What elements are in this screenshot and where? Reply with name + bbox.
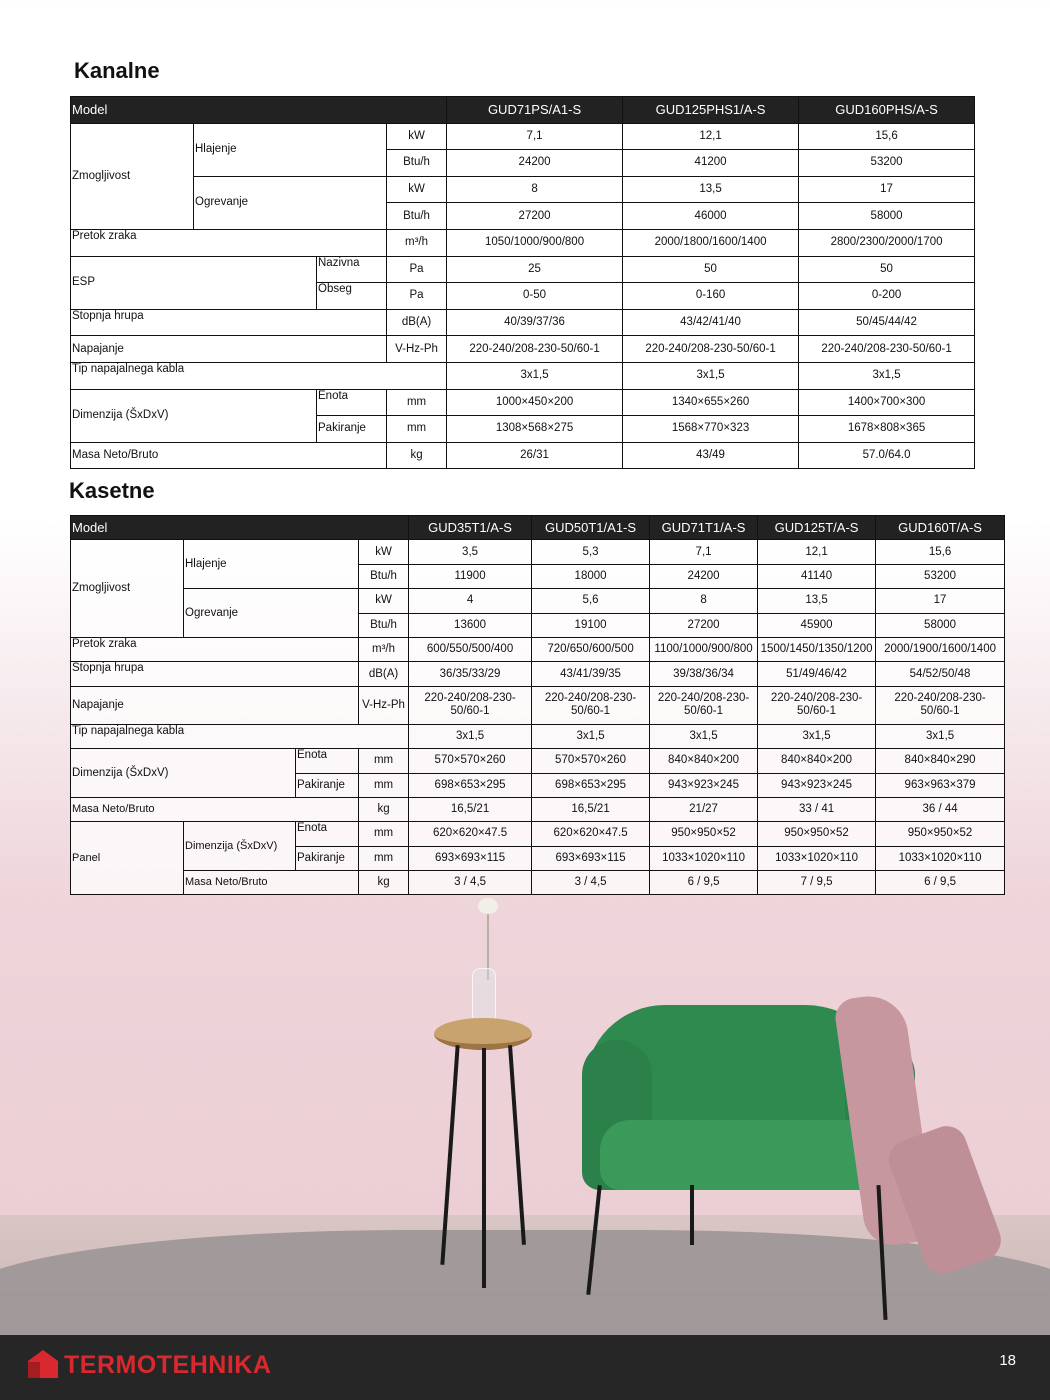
value-cell: 27200 xyxy=(650,613,758,637)
value-cell: 1033×1020×110 xyxy=(650,846,758,870)
value-cell: 19100 xyxy=(532,613,650,637)
value-cell: 1400×700×300 xyxy=(799,389,975,416)
sub-label: Enota xyxy=(296,822,359,846)
table-row xyxy=(71,123,975,150)
table-row xyxy=(71,686,1005,724)
row-label-power: Napajanje xyxy=(71,336,387,363)
row-label-mass: Masa Neto/Bruto xyxy=(71,442,387,469)
value-cell: 6 / 9,5 xyxy=(650,871,758,895)
value-cell: 50 xyxy=(799,256,975,283)
value-cell: 1678×808×365 xyxy=(799,416,975,443)
row-label-airflow: Pretok zraka xyxy=(71,637,359,661)
value-cell: 1050/1000/900/800 xyxy=(447,229,623,256)
table-header-row xyxy=(71,97,975,124)
sub-label: Pakiranje xyxy=(317,416,387,443)
unit-cell: m³/h xyxy=(359,637,409,661)
model-label: Model xyxy=(71,516,409,540)
value-cell: 0-50 xyxy=(447,283,623,310)
glass-vase xyxy=(472,968,496,1024)
house-logo-icon xyxy=(28,1350,58,1378)
row-label-capacity: Zmogljivost xyxy=(71,123,194,229)
value-cell: 40/39/37/36 xyxy=(447,309,623,336)
value-cell: 620×620×47.5 xyxy=(532,822,650,846)
row-label-noise: Stopnja hrupa xyxy=(71,309,387,336)
value-cell: 2000/1800/1600/1400 xyxy=(623,229,799,256)
table-row xyxy=(71,797,1005,821)
row-label-panel-dimensions: Dimenzija (ŠxDxV) xyxy=(184,822,296,871)
model-name: GUD125PHS1/A-S xyxy=(623,97,799,124)
value-cell: 1033×1020×110 xyxy=(758,846,876,870)
value-cell: 27200 xyxy=(447,203,623,230)
value-cell: 950×950×52 xyxy=(758,822,876,846)
page-number: 18 xyxy=(999,1352,1016,1369)
value-cell: 840×840×290 xyxy=(876,749,1005,773)
table-row xyxy=(71,336,975,363)
value-cell: 220-240/208-230-50/60-1 xyxy=(409,686,532,724)
unit-cell: kg xyxy=(359,797,409,821)
table-row xyxy=(71,871,1005,895)
value-cell: 1568×770×323 xyxy=(623,416,799,443)
table-row xyxy=(71,256,975,283)
flower xyxy=(478,898,498,914)
value-cell: 840×840×200 xyxy=(758,749,876,773)
value-cell: 50 xyxy=(623,256,799,283)
value-cell: 53200 xyxy=(799,150,975,177)
row-label-panel: Panel xyxy=(71,822,184,895)
value-cell: 693×693×115 xyxy=(532,846,650,870)
sub-label: Enota xyxy=(317,389,387,416)
model-label: Model xyxy=(71,97,447,124)
value-cell: 620×620×47.5 xyxy=(409,822,532,846)
unit-cell: mm xyxy=(359,749,409,773)
value-cell: 36/35/33/29 xyxy=(409,662,532,686)
row-label-airflow: Pretok zraka xyxy=(71,229,387,256)
model-name: GUD35T1/A-S xyxy=(409,516,532,540)
section-title-kasetne: Kasetne xyxy=(69,478,155,503)
value-cell: 24200 xyxy=(650,564,758,588)
value-cell: 8 xyxy=(447,176,623,203)
value-cell: 1340×655×260 xyxy=(623,389,799,416)
value-cell: 36 / 44 xyxy=(876,797,1005,821)
unit-cell: mm xyxy=(359,846,409,870)
model-name: GUD160T/A-S xyxy=(876,516,1005,540)
value-cell: 13600 xyxy=(409,613,532,637)
unit-cell: dB(A) xyxy=(387,309,447,336)
spec-table-kanalne xyxy=(70,96,975,469)
unit-cell: kW xyxy=(359,589,409,613)
row-label-panel-mass: Masa Neto/Bruto xyxy=(184,871,359,895)
value-cell: 570×570×260 xyxy=(532,749,650,773)
value-cell: 2800/2300/2000/1700 xyxy=(799,229,975,256)
value-cell: 43/49 xyxy=(623,442,799,469)
value-cell: 2000/1900/1600/1400 xyxy=(876,637,1005,661)
value-cell: 18000 xyxy=(532,564,650,588)
table-row xyxy=(71,662,1005,686)
row-label-heating: Ogrevanje xyxy=(194,176,387,229)
value-cell: 1500/1450/1350/1200 xyxy=(758,637,876,661)
sub-label: Nazivna xyxy=(317,256,387,283)
value-cell: 51/49/46/42 xyxy=(758,662,876,686)
unit-cell: mm xyxy=(359,822,409,846)
value-cell: 698×653×295 xyxy=(409,773,532,797)
value-cell: 0-160 xyxy=(623,283,799,310)
unit-cell: mm xyxy=(359,773,409,797)
table-row xyxy=(71,589,1005,613)
value-cell: 43/41/39/35 xyxy=(532,662,650,686)
value-cell: 33 / 41 xyxy=(758,797,876,821)
spec-table-kasetne xyxy=(70,515,1005,895)
model-name: GUD50T1/A1-S xyxy=(532,516,650,540)
table-row xyxy=(71,724,1005,748)
value-cell: 693×693×115 xyxy=(409,846,532,870)
row-label-mass: Masa Neto/Bruto xyxy=(71,797,359,821)
sub-label: Pakiranje xyxy=(296,773,359,797)
unit-cell: kW xyxy=(387,176,447,203)
value-cell: 6 / 9,5 xyxy=(876,871,1005,895)
unit-cell: Btu/h xyxy=(359,613,409,637)
unit-cell: Pa xyxy=(387,283,447,310)
value-cell: 3x1,5 xyxy=(758,724,876,748)
value-cell: 58000 xyxy=(876,613,1005,637)
table-row xyxy=(71,229,975,256)
value-cell: 17 xyxy=(876,589,1005,613)
model-name: GUD71T1/A-S xyxy=(650,516,758,540)
table-row xyxy=(71,309,975,336)
table-row xyxy=(71,637,1005,661)
value-cell: 950×950×52 xyxy=(650,822,758,846)
value-cell: 3,5 xyxy=(409,540,532,564)
unit-cell: kg xyxy=(359,871,409,895)
value-cell: 1033×1020×110 xyxy=(876,846,1005,870)
table-row xyxy=(71,362,975,389)
value-cell: 1000×450×200 xyxy=(447,389,623,416)
value-cell: 57.0/64.0 xyxy=(799,442,975,469)
table-row xyxy=(71,749,1005,773)
unit-cell: kW xyxy=(359,540,409,564)
row-label-power: Napajanje xyxy=(71,686,359,724)
value-cell: 220-240/208-230-50/60-1 xyxy=(447,336,623,363)
value-cell: 16,5/21 xyxy=(409,797,532,821)
unit-cell: m³/h xyxy=(387,229,447,256)
unit-cell: Btu/h xyxy=(359,564,409,588)
table-row xyxy=(71,442,975,469)
unit-cell: V-Hz-Ph xyxy=(387,336,447,363)
side-table-leg xyxy=(482,1048,486,1288)
value-cell: 46000 xyxy=(623,203,799,230)
brand-logo-text: TERMOTEHNIKA xyxy=(64,1351,272,1379)
value-cell: 3x1,5 xyxy=(799,362,975,389)
value-cell: 1308×568×275 xyxy=(447,416,623,443)
row-label-noise: Stopnja hrupa xyxy=(71,662,359,686)
value-cell: 43/42/41/40 xyxy=(623,309,799,336)
value-cell: 15,6 xyxy=(799,123,975,150)
section-title-kanalne: Kanalne xyxy=(74,58,160,83)
value-cell: 570×570×260 xyxy=(409,749,532,773)
rug xyxy=(0,1230,1050,1340)
value-cell: 3x1,5 xyxy=(447,362,623,389)
value-cell: 15,6 xyxy=(876,540,1005,564)
unit-cell: kW xyxy=(387,123,447,150)
value-cell: 3x1,5 xyxy=(623,362,799,389)
row-label-cable: Tip napajalnega kabla xyxy=(71,724,409,748)
sub-label: Obseg xyxy=(317,283,387,310)
value-cell: 12,1 xyxy=(623,123,799,150)
value-cell: 50/45/44/42 xyxy=(799,309,975,336)
value-cell: 7,1 xyxy=(650,540,758,564)
value-cell: 3x1,5 xyxy=(876,724,1005,748)
value-cell: 220-240/208-230-50/60-1 xyxy=(799,336,975,363)
value-cell: 54/52/50/48 xyxy=(876,662,1005,686)
value-cell: 17 xyxy=(799,176,975,203)
row-label-cable: Tip napajalnega kabla xyxy=(71,362,447,389)
sub-label: Pakiranje xyxy=(296,846,359,870)
value-cell: 41200 xyxy=(623,150,799,177)
value-cell: 58000 xyxy=(799,203,975,230)
table-row xyxy=(71,389,975,416)
value-cell: 840×840×200 xyxy=(650,749,758,773)
value-cell: 13,5 xyxy=(623,176,799,203)
unit-cell: mm xyxy=(387,416,447,443)
value-cell: 943×923×245 xyxy=(650,773,758,797)
row-label-esp: ESP xyxy=(71,256,317,309)
unit-cell: Btu/h xyxy=(387,150,447,177)
value-cell: 21/27 xyxy=(650,797,758,821)
value-cell: 0-200 xyxy=(799,283,975,310)
table-row xyxy=(71,822,1005,846)
value-cell: 12,1 xyxy=(758,540,876,564)
value-cell: 4 xyxy=(409,589,532,613)
value-cell: 943×923×245 xyxy=(758,773,876,797)
row-label-cooling: Hlajenje xyxy=(194,123,387,176)
value-cell: 5,3 xyxy=(532,540,650,564)
value-cell: 1100/1000/900/800 xyxy=(650,637,758,661)
unit-cell: Btu/h xyxy=(387,203,447,230)
value-cell: 24200 xyxy=(447,150,623,177)
value-cell: 220-240/208-230-50/60-1 xyxy=(532,686,650,724)
value-cell: 950×950×52 xyxy=(876,822,1005,846)
value-cell: 220-240/208-230-50/60-1 xyxy=(623,336,799,363)
value-cell: 13,5 xyxy=(758,589,876,613)
value-cell: 3 / 4,5 xyxy=(532,871,650,895)
sub-label: Enota xyxy=(296,749,359,773)
value-cell: 220-240/208-230-50/60-1 xyxy=(758,686,876,724)
unit-cell: Pa xyxy=(387,256,447,283)
value-cell: 41140 xyxy=(758,564,876,588)
value-cell: 600/550/500/400 xyxy=(409,637,532,661)
value-cell: 3x1,5 xyxy=(532,724,650,748)
value-cell: 25 xyxy=(447,256,623,283)
armchair-leg xyxy=(690,1185,694,1245)
side-table-top xyxy=(434,1018,532,1050)
row-label-heating: Ogrevanje xyxy=(184,589,359,638)
value-cell: 53200 xyxy=(876,564,1005,588)
value-cell: 7,1 xyxy=(447,123,623,150)
value-cell: 39/38/36/34 xyxy=(650,662,758,686)
table-header-row xyxy=(71,516,1005,540)
value-cell: 698×653×295 xyxy=(532,773,650,797)
row-label-cooling: Hlajenje xyxy=(184,540,359,589)
value-cell: 5,6 xyxy=(532,589,650,613)
value-cell: 45900 xyxy=(758,613,876,637)
model-name: GUD160PHS/A-S xyxy=(799,97,975,124)
model-name: GUD125T/A-S xyxy=(758,516,876,540)
row-label-dimensions: Dimenzija (ŠxDxV) xyxy=(71,389,317,442)
unit-cell: kg xyxy=(387,442,447,469)
value-cell: 16,5/21 xyxy=(532,797,650,821)
value-cell: 220-240/208-230-50/60-1 xyxy=(650,686,758,724)
value-cell: 3 / 4,5 xyxy=(409,871,532,895)
table-row xyxy=(71,176,975,203)
model-name: GUD71PS/A1-S xyxy=(447,97,623,124)
value-cell: 26/31 xyxy=(447,442,623,469)
value-cell: 220-240/208-230-50/60-1 xyxy=(876,686,1005,724)
value-cell: 963×963×379 xyxy=(876,773,1005,797)
value-cell: 8 xyxy=(650,589,758,613)
unit-cell: V-Hz-Ph xyxy=(359,686,409,724)
value-cell: 3x1,5 xyxy=(650,724,758,748)
unit-cell: mm xyxy=(387,389,447,416)
value-cell: 720/650/600/500 xyxy=(532,637,650,661)
value-cell: 3x1,5 xyxy=(409,724,532,748)
row-label-capacity: Zmogljivost xyxy=(71,540,184,638)
unit-cell: dB(A) xyxy=(359,662,409,686)
value-cell: 7 / 9,5 xyxy=(758,871,876,895)
table-row xyxy=(71,540,1005,564)
value-cell: 11900 xyxy=(409,564,532,588)
row-label-dimensions: Dimenzija (ŠxDxV) xyxy=(71,749,296,798)
